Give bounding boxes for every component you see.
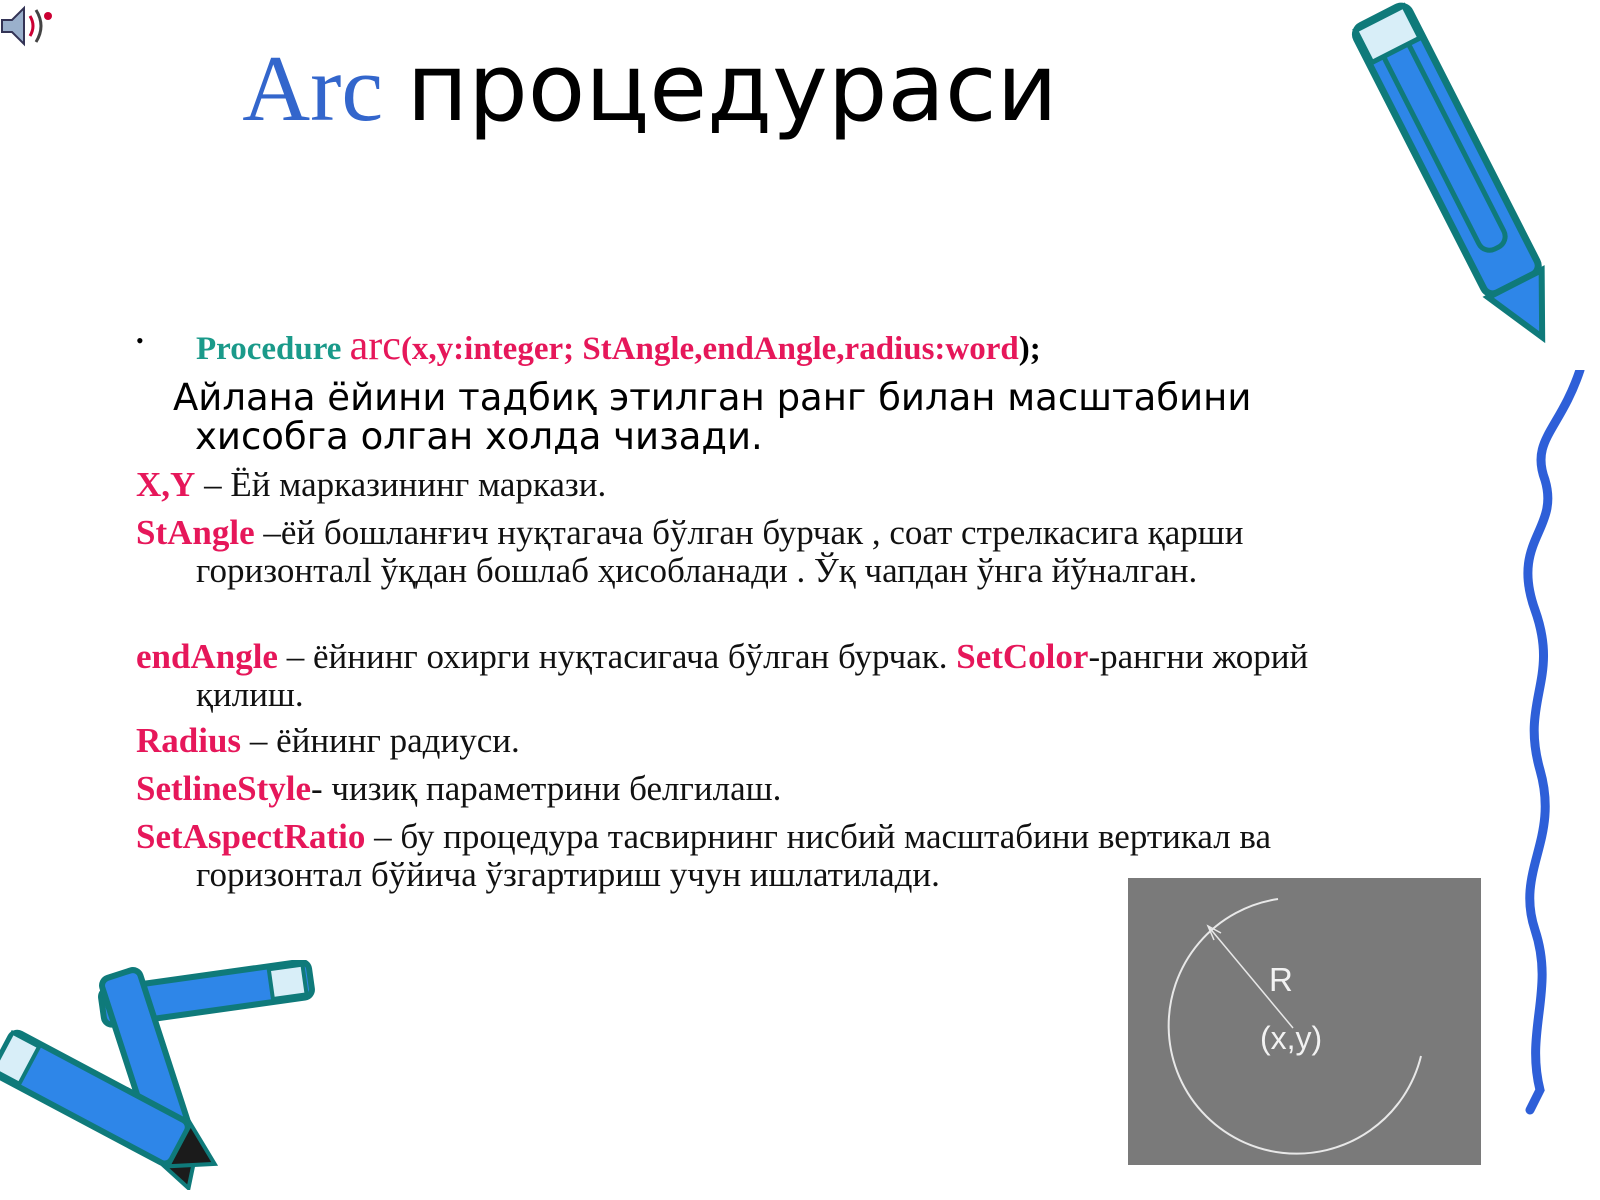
item-keyword: SetlineStyle [136, 769, 311, 808]
wavy-line-decoration [1500, 370, 1600, 1130]
item-text: – бу процедура тасвирнинг нисбий масштабини вертикал ва горизонтал бўйича ўзгартириш учун ишлатилади. [196, 817, 1272, 894]
procedure-params: (x,y:integer; StAngle,endAngle,radius:word [400, 331, 1019, 367]
item-endangle [136, 638, 1346, 714]
radius-label: R [1269, 961, 1293, 998]
procedure-name: arc [349, 323, 401, 369]
procedure-signature [196, 323, 1041, 369]
procedure-description: Айлана ёйини тадбиқ этилган ранг билан масштабини хисобга олган холда чизади. [173, 376, 1252, 458]
title-part-procedure: процедураси [406, 34, 1058, 143]
procedure-end: ); [1018, 331, 1041, 367]
item-stangle [136, 514, 1346, 590]
item-text: – ёйнинг радиуси. [241, 721, 520, 760]
item-keyword-setcolor: SetColor [956, 637, 1089, 676]
item-xy [136, 466, 1346, 504]
item-text: – ёйнинг охирги нуқтасигача бўлган бурчак. [277, 637, 957, 676]
item-keyword: StAngle [136, 513, 255, 552]
title-part-arc: Arc [242, 37, 384, 141]
item-radius [136, 722, 1346, 760]
pencil-icon [1340, 0, 1580, 390]
item-keyword: Radius [136, 721, 242, 760]
pencils-icon [0, 960, 320, 1190]
item-setlinestyle [136, 770, 1346, 808]
arc-diagram-svg [1128, 878, 1481, 1165]
page-title [0, 34, 1300, 144]
center-label: (x,y) [1260, 1020, 1323, 1056]
item-text-setcolor: -рангни жорий қилиш. [196, 637, 1309, 714]
item-text: –ёй бошланғич нуқтагача бўлган бурчак , соат стрелкасига қарши горизонталl ўқдан бошлаб ҳисобланади . Ўқ чапдан ўнга йўналган. [196, 513, 1244, 590]
bullet-dot: • [136, 328, 144, 353]
item-keyword: endAngle [136, 637, 278, 676]
item-keyword: X,Y [136, 465, 196, 504]
item-text: - чизиқ параметрини белгилаш. [310, 769, 782, 808]
procedure-keyword: Procedure [196, 331, 342, 367]
item-keyword: SetAspectRatio [136, 817, 366, 856]
arc-diagram [1128, 878, 1481, 1165]
item-text: – Ёй марказининг маркази. [195, 465, 607, 504]
